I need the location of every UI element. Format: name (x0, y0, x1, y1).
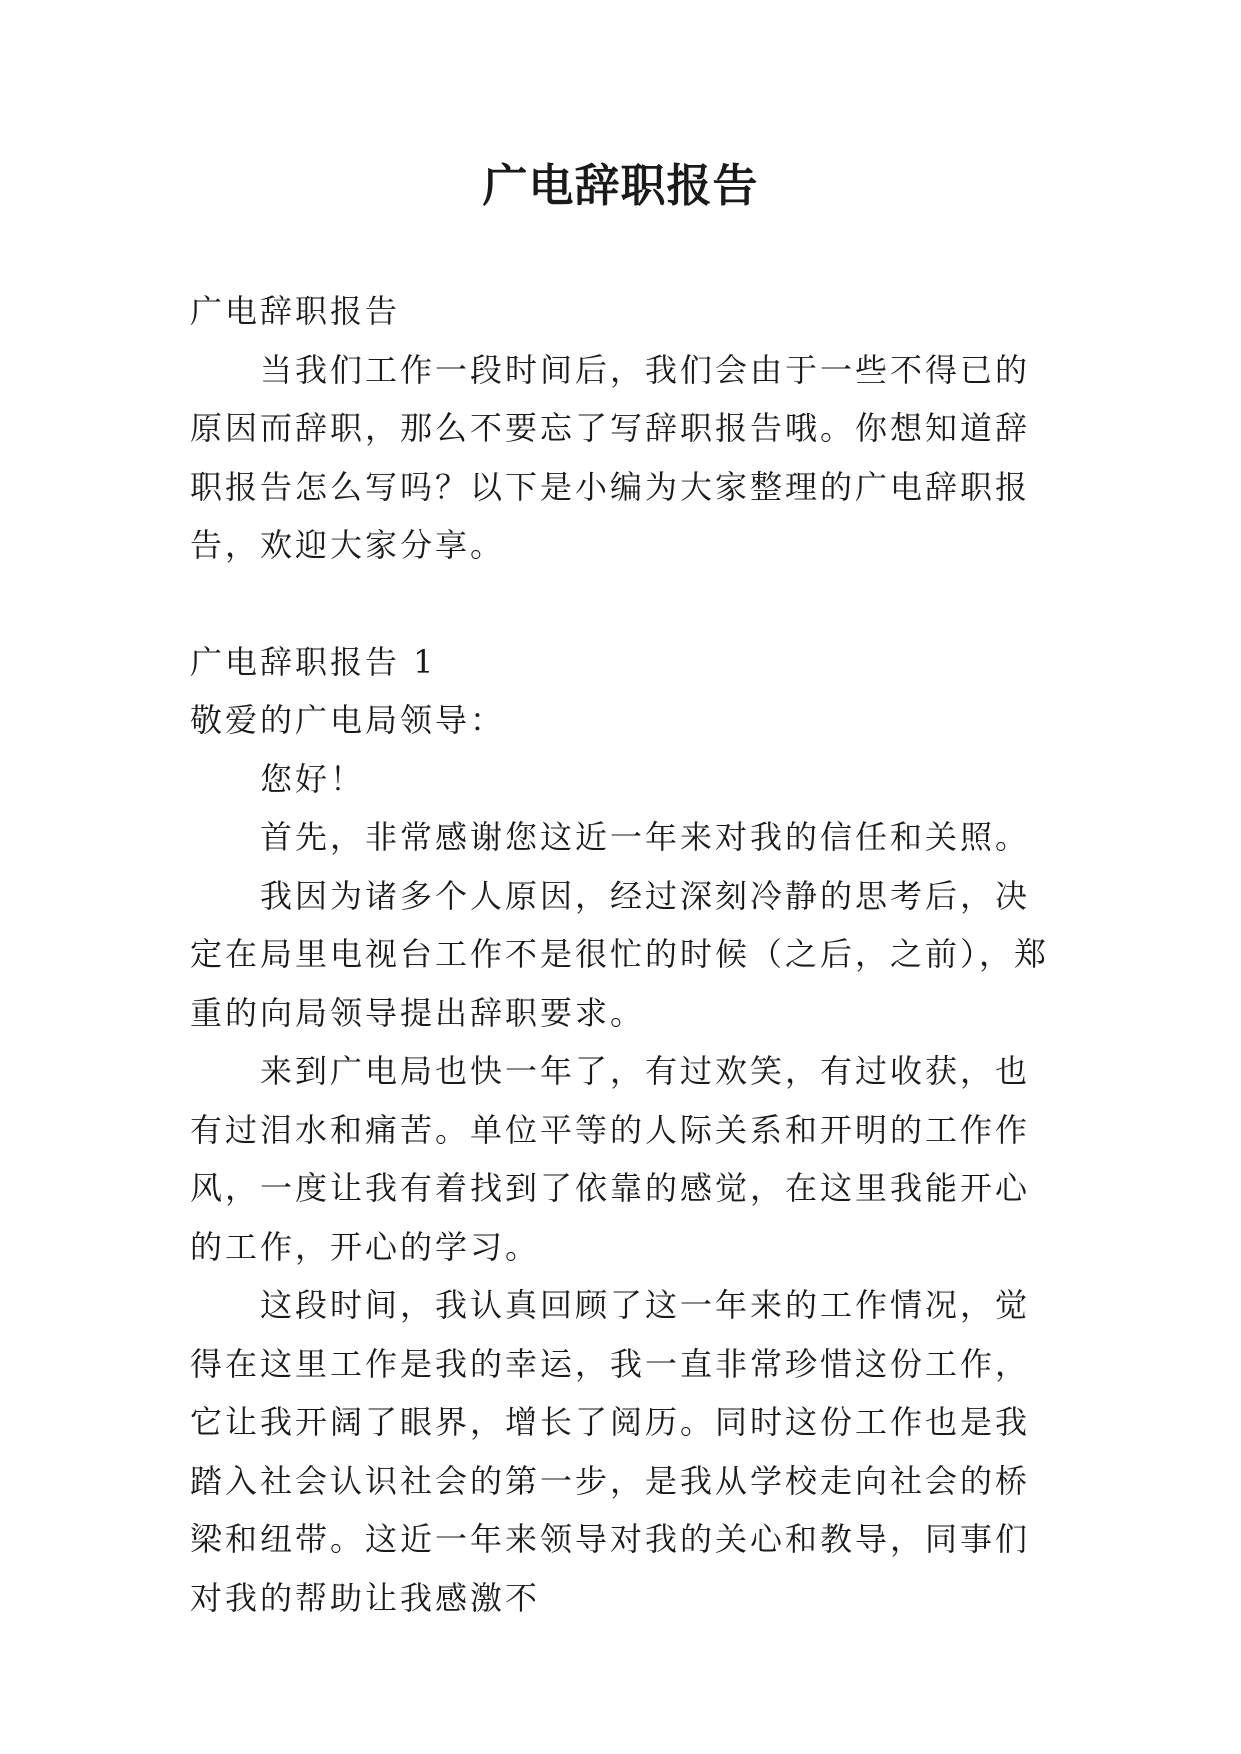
document-body (190, 282, 1054, 1627)
body-paragraph: 这段时间，我认真回顾了这一年来的工作情况，觉得在这里工作是我的幸运，我一直非常珍惜这份工作，它让我开阔了眼界，增长了阅历。同时这份工作也是我踏入社会认识社会的第一步，是我从学校走向社会的桥梁和纽带。这近一年来领导对我的关心和教导，同事们对我的帮助让我感激不 (190, 1286, 1031, 1617)
document-title: 广电辞职报告 (482, 159, 759, 212)
section-heading: 广电辞职报告 1 (190, 642, 437, 681)
body-paragraph: 我因为诸多个人原因，经过深刻冷静的思考后，决定在局里电视台工作不是很忙的时候（之后，之前），郑重的向局领导提出辞职要求。 (190, 876, 1050, 1032)
body-paragraph: 首先，非常感谢您这近一年来对我的信任和关照。 (260, 818, 1031, 856)
body-paragraph: 来到广电局也快一年了，有过欢笑，有过收获，也有过泪水和痛苦。单位平等的人际关系和开明的工作作风，一度让我有着找到了依靠的感觉，在这里我能开心的工作，开心的学习。 (190, 1052, 1031, 1266)
salutation: 敬爱的广电局领导： (190, 701, 506, 739)
subtitle: 广电辞职报告 (190, 292, 401, 330)
section-gap (190, 575, 1054, 633)
greeting: 您好！ (260, 759, 366, 798)
intro-paragraph: 当我们工作一段时间后，我们会由于一些不得已的原因而辞职，那么不要忘了写辞职报告哦。你想知道辞职报告怎么写吗？以下是小编为大家整理的广电辞职报告，欢迎大家分享。 (190, 350, 1031, 564)
